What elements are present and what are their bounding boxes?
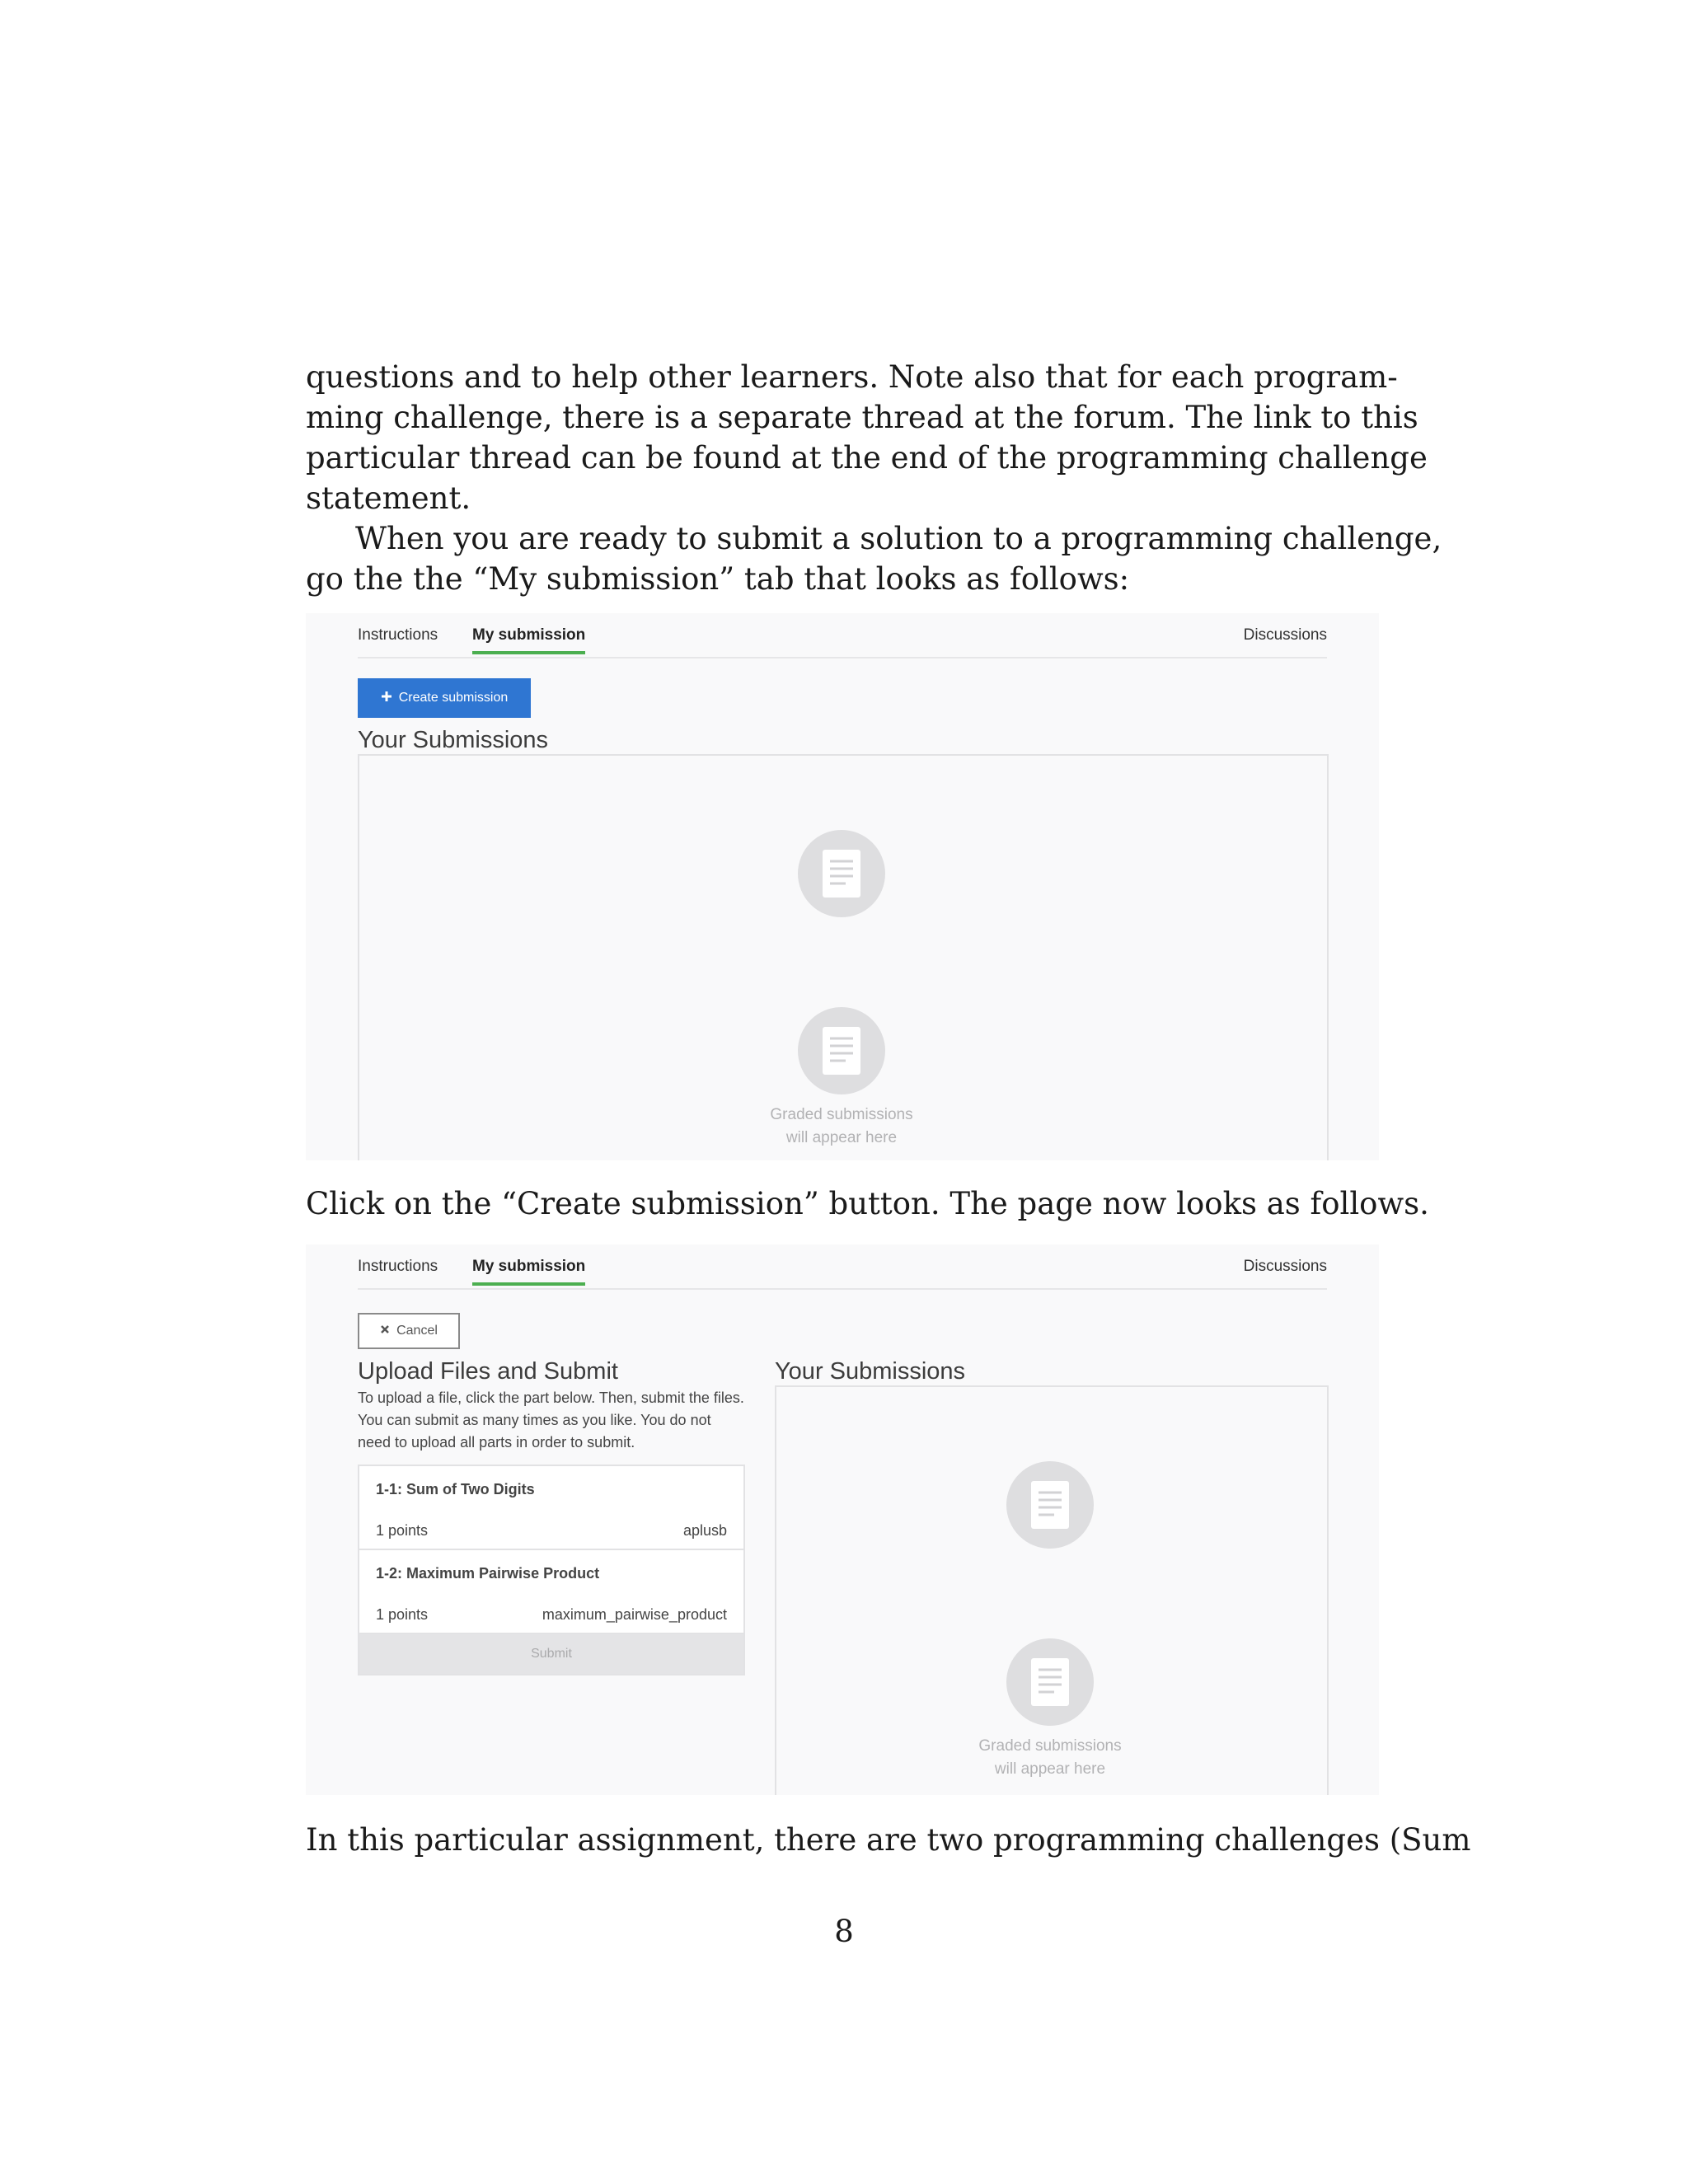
upload-heading: Upload Files and Submit [358, 1358, 618, 1385]
text-line: go the the “My submission” tab that looks as follows: [306, 561, 1130, 597]
tab-instructions[interactable]: Instructions [358, 626, 438, 644]
submissions-panel [775, 1385, 1329, 1795]
parts-list [358, 1465, 745, 1675]
tab-bar [358, 613, 1327, 658]
cancel-label: Cancel [396, 1324, 438, 1338]
part-item[interactable] [359, 1466, 743, 1550]
tab-instructions[interactable]: Instructions [358, 1258, 438, 1275]
cancel-button[interactable] [358, 1313, 460, 1349]
tab-my-submission[interactable]: My submission [472, 1258, 586, 1275]
graded-line: Graded submissions [770, 1106, 913, 1123]
tab-discussions[interactable]: Discussions [1243, 626, 1327, 644]
paragraph-3 [306, 1183, 1429, 1224]
your-submissions-heading: Your Submissions [775, 1358, 966, 1385]
graded-line: will appear here [994, 1760, 1106, 1778]
tab-my-submission[interactable]: My submission [472, 626, 586, 644]
create-submission-button[interactable] [358, 678, 531, 718]
text-line: statement. [306, 480, 471, 516]
screenshot-upload-files [306, 1244, 1379, 1795]
graded-submissions-text [718, 1104, 965, 1150]
page-number: 8 [834, 1914, 854, 1949]
plus-icon [381, 691, 392, 706]
paragraph-1 [306, 357, 1428, 518]
screenshot-my-submission [306, 613, 1379, 1160]
document-icon [798, 830, 885, 917]
x-icon [380, 1324, 390, 1338]
part-points: 1 points [376, 1522, 429, 1539]
document-icon [1006, 1638, 1094, 1726]
part-title: 1-1: Sum of Two Digits [376, 1481, 535, 1497]
create-submission-label: Create submission [398, 691, 509, 705]
paragraph-4 [306, 1820, 1471, 1860]
part-item[interactable] [359, 1550, 743, 1634]
submit-button[interactable]: Submit [359, 1634, 743, 1674]
tab-discussions[interactable]: Discussions [1243, 1258, 1327, 1275]
document-icon [798, 1007, 885, 1094]
text-line: questions and to help other learners. Note also that for each program- [306, 359, 1398, 395]
part-title: 1-2: Maximum Pairwise Product [376, 1565, 600, 1582]
part-points: 1 points [376, 1606, 429, 1623]
text-line: Click on the “Create submission” button. The page now looks as follows. [306, 1186, 1429, 1221]
part-filename: aplusb [682, 1522, 727, 1539]
text-line: When you are ready to submit a solution to a programming challenge, [355, 521, 1442, 556]
tab-bar [358, 1244, 1327, 1290]
document-icon [1006, 1461, 1094, 1549]
upload-description: To upload a file, click the part below. Then, submit the files. You can submit as many times as you like. You do not need to upload all parts in order to submit. [358, 1390, 744, 1451]
text-line: particular thread can be found at the end of the programming challenge [306, 440, 1428, 476]
your-submissions-heading: Your Submissions [358, 727, 549, 753]
graded-submissions-text [926, 1735, 1174, 1781]
submissions-panel [358, 754, 1329, 1160]
paragraph-2 [306, 518, 1442, 599]
graded-line: Graded submissions [978, 1737, 1122, 1755]
graded-line: will appear here [785, 1129, 898, 1146]
part-filename: maximum_pairwise_product [542, 1606, 727, 1623]
text-line: ming challenge, there is a separate thread at the forum. The link to this [306, 400, 1418, 435]
text-line: In this particular assignment, there are two programming challenges (Sum [306, 1822, 1471, 1858]
